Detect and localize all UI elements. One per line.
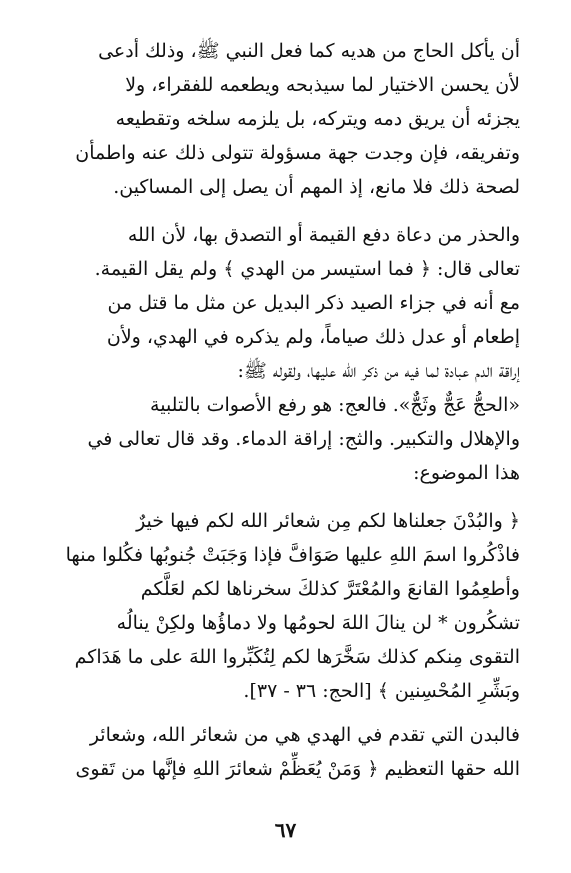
text-line: والحذر من دعاة دفع القيمة أو التصدق بها، لأن الله (127, 224, 520, 246)
paragraph-hady-eating (50, 34, 520, 204)
text-line: «الحجُّ عَجٌّ وثَجٌّ». فالعج: هو رفع الأصوات بالتلبية (150, 394, 520, 416)
text-line: إراقة الدم عبادة لما فيه من ذكر الله عليها، ولقوله ﷺ: (237, 360, 520, 382)
text-line: لصحة ذلك فلا مانع، إذ المهم أن يصل إلى المساكين. (113, 176, 520, 198)
text-line: وتفريقه، فإن وجدت جهة مسؤولة تتولى ذلك عنه واطمأن (75, 142, 520, 164)
paragraph-value-warning (50, 218, 520, 490)
text-line: تعالى قال: ﴿ فما استيسر من الهدي ﴾ ولم يقل القيمة. (94, 258, 520, 280)
text-line: والإهلال والتكبير. والثج: إراقة الدماء. وقد قال تعالى في (87, 428, 520, 450)
page-number: ٦٧ (274, 818, 297, 842)
text-line: لأن يحسن الاختيار لما سيذبحه ويطعمه للفقراء، ولا (125, 74, 520, 96)
paragraph-shaair (50, 718, 520, 786)
text-line: مع أنه في جزاء الصيد ذكر البديل عن مثل ما قتل من (107, 292, 520, 314)
text-line: يجزئه أن يريق دمه ويتركه، بل يلزمه سلخه وتقطيعه (115, 108, 520, 130)
text-line: الله حقها التعظيم ﴿ وَمَنْ يُعَظِّمْ شعائرَ اللهِ فإنَّها من تَقوى (75, 758, 520, 780)
text-line: وبَشِّرِ المُحْسِنين ﴾ [الحج: ٣٦ - ٣٧]. (243, 680, 520, 702)
text-line: التقوى مِنكم كذلك سَخَّرَها لكم لِتُكَبِّروا اللهَ على ما هَدَاكم (74, 646, 520, 668)
text-line: فالبدن التي تقدم في الهدي هي من شعائر الله، وشعائر (89, 724, 520, 746)
text-line: تشكُرون * لن ينالَ اللهَ لحومُها ولا دماؤُها ولكِنْ ينالُه (116, 612, 520, 634)
paragraph-quran-verse (50, 504, 520, 708)
text-line: هذا الموضوع: (413, 462, 520, 484)
text-line: إطعام أو عدل ذلك صياماً، ولم يذكره في الهدي، ولأن (106, 326, 520, 348)
text-line: فاذْكُروا اسمَ اللهِ عليها صَوَافَّ فإذا وَجَبَتْ جُنوبُها فكُلوا منها (65, 544, 520, 566)
text-line: ﴿ والبُدْنَ جعلناها لكم مِن شعائر الله لكم فيها خيرٌ (136, 510, 520, 532)
text-line: أن يأكل الحاج من هديه كما فعل النبي ﷺ، وذلك أدعى (98, 40, 520, 62)
text-line: وأطعِمُوا القانعَ والمُعْتَرَّ كذلكَ سخرناها لكم لعَلَّكم (140, 578, 520, 600)
